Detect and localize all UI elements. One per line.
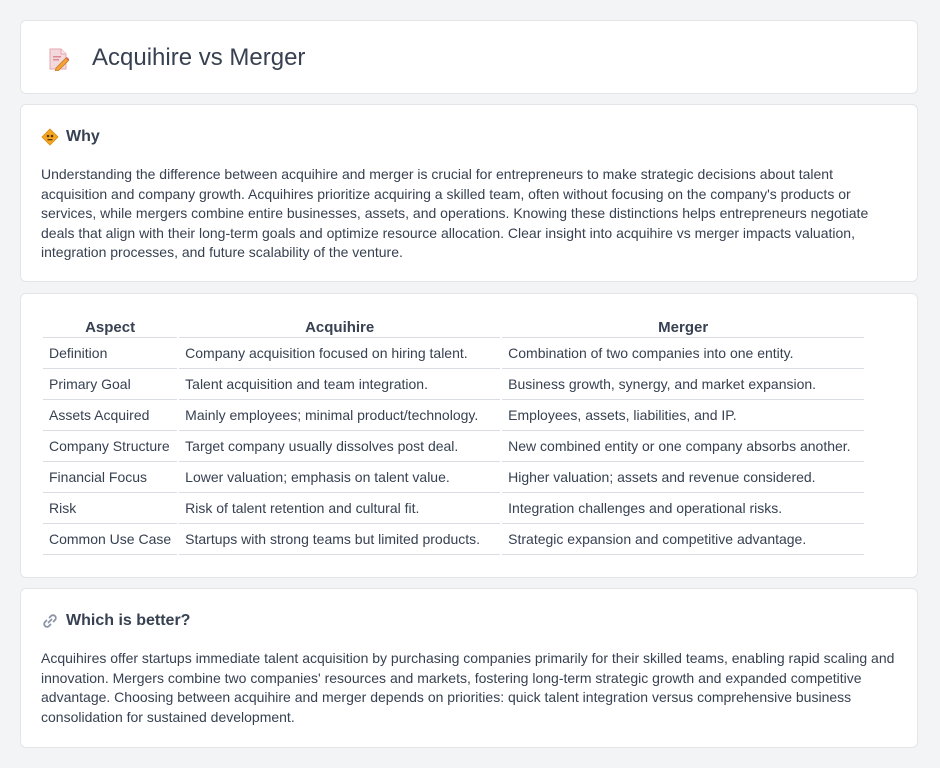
cell-merger: Strategic expansion and competitive advantage. — [502, 524, 864, 555]
header-merger: Merger — [502, 317, 864, 338]
cell-merger: Higher valuation; assets and revenue considered. — [502, 462, 864, 493]
cell-merger: Employees, assets, liabilities, and IP. — [502, 400, 864, 431]
cell-acquihire: Target company usually dissolves post deal. — [179, 431, 500, 462]
cell-aspect: Assets Acquired — [43, 400, 177, 431]
table-header-row — [43, 317, 864, 338]
table-row — [43, 338, 864, 369]
why-header — [41, 127, 100, 147]
which-better-header — [41, 611, 190, 631]
page-title: Acquihire vs Merger — [92, 44, 306, 71]
which-better-text: Acquihires offer startups immediate talent acquisition by purchasing companies primarily for their skilled teams, enabling rapid scaling and innovation. Mergers combine two companies' resources and markets, fostering long-term strategic growth and expanded competitive advantage. Choosing between acquihire and merger depends on priorities: quick talent integration versus comprehensive business consolidation for sustained development. — [41, 650, 895, 725]
table-row — [43, 369, 864, 400]
header-aspect: Aspect — [43, 317, 177, 338]
document-edit-icon — [47, 47, 69, 71]
table-row — [43, 524, 864, 555]
which-better-section — [20, 588, 918, 748]
cell-aspect: Definition — [43, 338, 177, 369]
title-card — [20, 20, 918, 94]
why-section — [20, 104, 918, 282]
comparison-card — [20, 293, 918, 578]
cell-acquihire: Startups with strong teams but limited products. — [179, 524, 500, 555]
cell-aspect: Company Structure — [43, 431, 177, 462]
cell-acquihire: Lower valuation; emphasis on talent value. — [179, 462, 500, 493]
table-row — [43, 462, 864, 493]
cell-acquihire: Company acquisition focused on hiring talent. — [179, 338, 500, 369]
cell-merger: Integration challenges and operational risks. — [502, 493, 864, 524]
diamond-warning-icon — [41, 128, 59, 146]
table-row — [43, 400, 864, 431]
table-row — [43, 431, 864, 462]
link-icon — [41, 612, 59, 630]
cell-aspect: Risk — [43, 493, 177, 524]
cell-merger: Combination of two companies into one entity. — [502, 338, 864, 369]
cell-acquihire: Risk of talent retention and cultural fit. — [179, 493, 500, 524]
cell-aspect: Primary Goal — [43, 369, 177, 400]
table-row — [43, 493, 864, 524]
cell-acquihire: Talent acquisition and team integration. — [179, 369, 500, 400]
which-better-heading: Which is better? — [66, 612, 191, 629]
cell-aspect: Financial Focus — [43, 462, 177, 493]
comparison-table — [41, 317, 866, 555]
why-heading: Why — [66, 128, 100, 145]
why-text: Understanding the difference between acquihire and merger is crucial for entrepreneurs to make strategic decisions about talent acquisition and company growth. Acquihires prioritize acquiring a skilled team, often without focusing on the company's products or services, while mergers combine entire businesses, assets, and operations. Knowing these distinctions helps entrepreneurs negotiate deals that align with their long-term goals and optimize resource allocation. Clear insight into acquihire vs merger impacts valuation, integration processes, and future scalability of the venture. — [41, 166, 869, 261]
cell-aspect: Common Use Case — [43, 524, 177, 555]
cell-acquihire: Mainly employees; minimal product/technology. — [179, 400, 500, 431]
cell-merger: Business growth, synergy, and market expansion. — [502, 369, 864, 400]
header-acquihire: Acquihire — [179, 317, 500, 338]
cell-merger: New combined entity or one company absorbs another. — [502, 431, 864, 462]
